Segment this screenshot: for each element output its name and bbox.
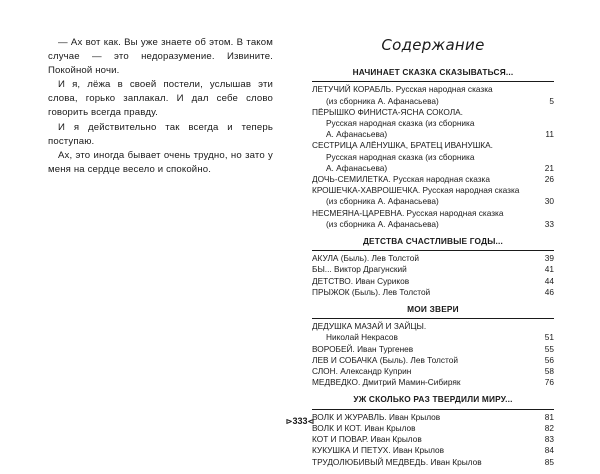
toc-entry — [312, 219, 554, 230]
table-of-contents — [312, 36, 554, 474]
toc-entry-page: 51 — [544, 332, 554, 343]
toc-entry-title: ЛЕВ И СОБАЧКА (Быль). Лев Толстой — [312, 354, 458, 365]
toc-entry-title: ЛЕТУЧИЙ КОРАБЛЬ. Русская народная сказка — [312, 84, 493, 95]
toc-entry — [312, 84, 554, 95]
toc-section — [312, 304, 554, 388]
toc-entry-title: КОТ И ПОВАР. Иван Крылов — [312, 434, 422, 445]
toc-entry-page: 26 — [544, 174, 554, 185]
toc-entry — [312, 287, 554, 298]
toc-entry — [312, 321, 554, 332]
toc-entry — [312, 174, 554, 185]
toc-section-heading: ДЕТСТВА СЧАСТЛИВЫЕ ГОДЫ... — [312, 236, 554, 251]
toc-entry-title: БЫ... Виктор Драгунский — [312, 264, 407, 275]
toc-entry-title: (из сборника А. Афанасьева) — [326, 95, 439, 106]
toc-entry-page: 81 — [544, 411, 554, 422]
toc-entry — [312, 366, 554, 377]
toc-entry — [312, 253, 554, 264]
toc-entry-page: 84 — [544, 445, 554, 456]
toc-entry-page: 5 — [549, 95, 554, 106]
toc-entry-page: 82 — [544, 422, 554, 433]
toc-entry-page: 85 — [544, 456, 554, 467]
toc-entry — [312, 264, 554, 275]
toc-entry-page: 56 — [544, 354, 554, 365]
toc-entry — [312, 355, 554, 366]
toc-entry — [312, 196, 554, 207]
toc-entry-page: 33 — [544, 218, 554, 229]
toc-entry-title: ТРУДОЛЮБИВЫЙ МЕДВЕДЬ. Иван Крылов — [312, 456, 482, 467]
toc-entry — [312, 208, 554, 219]
toc-entry-page: 39 — [544, 253, 554, 264]
toc-section — [312, 394, 554, 467]
page-number — [0, 416, 600, 426]
toc-entry-title: АКУЛА (Быль). Лев Толстой — [312, 253, 420, 264]
toc-entry-title: ВОЛК И ЖУРАВЛЬ. Иван Крылов — [312, 411, 441, 422]
paragraph: — Ах вот как. Вы уже знаете об этом. В таком случае — это недоразумение. Извините. Покойной ночи. — [48, 37, 273, 77]
toc-entry-title: ВОРОБЕЙ. Иван Тургенев — [312, 343, 414, 354]
toc-entry-title: ДЕДУШКА МАЗАЙ И ЗАЙЦЫ. — [312, 321, 427, 332]
toc-entry — [312, 118, 554, 129]
toc-entry-title: СЕСТРИЦА АЛЁНУШКА, БРАТЕЦ ИВАНУШКА. — [312, 140, 493, 151]
toc-section-heading: УЖ СКОЛЬКО РАЗ ТВЕРДИЛИ МИРУ... — [312, 394, 554, 409]
toc-entry-page: 55 — [544, 343, 554, 354]
paragraph: И я действительно так всегда и теперь поступаю. — [48, 121, 273, 147]
toc-entry-page: 44 — [544, 275, 554, 286]
toc-entry-page: 30 — [544, 196, 554, 207]
toc-entry-page: 46 — [544, 286, 554, 297]
toc-entry-title: А. Афанасьева) — [326, 129, 388, 140]
toc-entry — [312, 276, 554, 287]
toc-entry-title: ВОЛК И КОТ. Иван Крылов — [312, 422, 416, 433]
toc-entry-title: (из сборника А. Афанасьева) — [326, 196, 439, 207]
toc-entry — [312, 96, 554, 107]
toc-title: Содержание — [381, 36, 485, 54]
toc-entry — [312, 129, 554, 140]
toc-entry — [312, 185, 554, 196]
toc-entry-title: ДОЧЬ-СЕМИЛЕТКА. Русская народная сказка — [312, 174, 490, 185]
toc-entry-title: А. Афанасьева) — [326, 162, 388, 173]
toc-entry — [312, 163, 554, 174]
toc-entry — [312, 434, 554, 445]
left-page-text — [48, 36, 273, 177]
ornament-right-icon: ⊲ — [307, 417, 315, 426]
toc-entry-title: ПРЫЖОК (Быль). Лев Толстой — [312, 286, 431, 297]
toc-entry — [312, 140, 554, 151]
toc-entry-title: Русская народная сказка (из сборника — [326, 151, 475, 162]
toc-entry-page: 21 — [544, 162, 554, 173]
toc-entry — [312, 445, 554, 456]
page-number-value: 333 — [292, 416, 308, 426]
ornament-left-icon: ⊳ — [285, 417, 293, 426]
toc-entry-title: КУКУШКА И ПЕТУХ. Иван Крылов — [312, 445, 445, 456]
toc-entry — [312, 344, 554, 355]
toc-entry-title: (из сборника А. Афанасьева) — [326, 218, 439, 229]
toc-section-heading: МОИ ЗВЕРИ — [312, 304, 554, 319]
toc-entry-page: 83 — [544, 434, 554, 445]
paragraph: И я, лёжа в своей постели, услышав эти слова, горько заплакал. И дал себе слово говорить всегда правду. — [48, 79, 273, 119]
toc-entry-title: КРОШЕЧКА-ХАВРОШЕЧКА. Русская народная сказка — [312, 185, 520, 196]
toc-entry-page: 41 — [544, 264, 554, 275]
toc-section — [312, 236, 554, 298]
toc-entry-title: Русская народная сказка (из сборника — [326, 118, 475, 129]
toc-entry — [312, 332, 554, 343]
toc-sections — [312, 67, 554, 468]
toc-entry — [312, 457, 554, 468]
toc-section — [312, 67, 554, 230]
toc-entry-page: 58 — [544, 366, 554, 377]
paragraph: Ах, это иногда бывает очень трудно, но зато у меня на сердце весело и спокойно. — [48, 149, 273, 175]
toc-entry-title: СЛОН. Александр Куприн — [312, 366, 412, 377]
toc-entry-title: МЕДВЕДКО. Дмитрий Мамин-Сибиряк — [312, 377, 461, 388]
toc-entry-page: 11 — [545, 129, 554, 140]
toc-entry-title: Николай Некрасов — [326, 332, 398, 343]
toc-entry — [312, 152, 554, 163]
toc-entry — [312, 107, 554, 118]
toc-entry-title: ПЁРЫШКО ФИНИСТА-ЯСНА СОКОЛА. — [312, 106, 463, 117]
toc-entry — [312, 377, 554, 388]
toc-section-heading: НАЧИНАЕТ СКАЗКА СКАЗЫВАТЬСЯ... — [312, 67, 554, 82]
toc-entry-title: НЕСМЕЯНА-ЦАРЕВНА. Русская народная сказка — [312, 207, 504, 218]
toc-entry-page: 76 — [544, 377, 554, 388]
toc-entry-title: ДЕТСТВО. Иван Суриков — [312, 275, 410, 286]
